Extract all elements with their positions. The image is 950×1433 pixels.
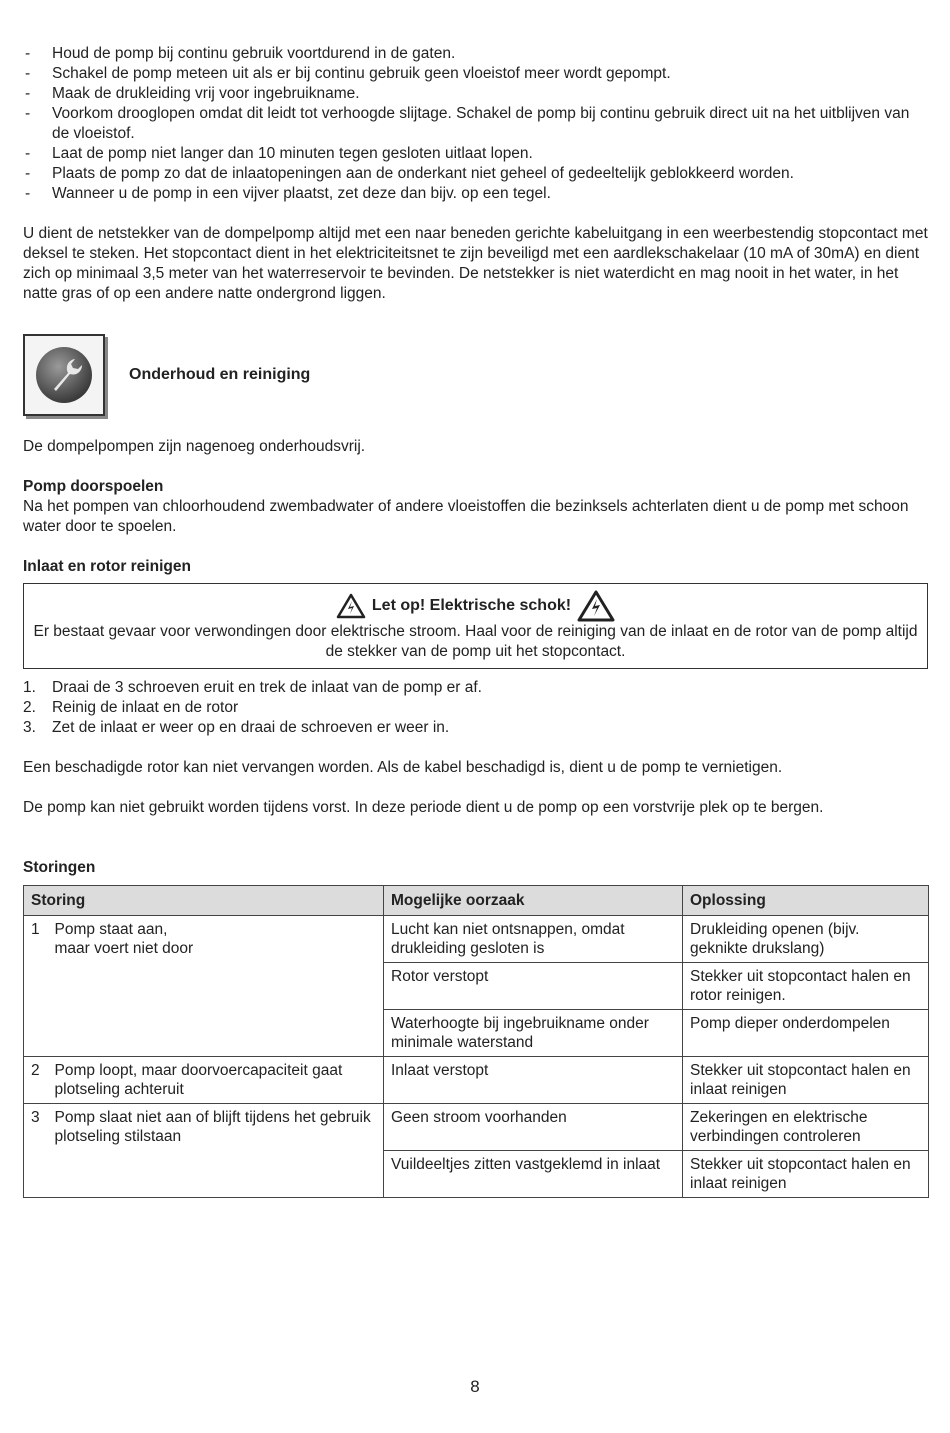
maintenance-intro: De dompelpompen zijn nagenoeg onderhoudsvrij. — [23, 438, 366, 455]
list-item: - Plaats de pomp zo dat de inlaatopeningen aan de onderkant niet geheel of gedeeltelijk geblokkeerd worden. — [25, 165, 794, 182]
safety-bullet-list — [23, 44, 928, 204]
warning-text: Er bestaat gevaar voor verwondingen door elektrische stroom. Haal voor de reiniging van de inlaat en de rotor van de pomp altijd de stekker van de pomp uit het stopcontact. — [33, 623, 918, 660]
list-item: - Houd de pomp bij continu gebruik voortdurend in de gaten. — [25, 45, 456, 62]
page-content — [23, 44, 928, 1198]
fault-solution: Stekker uit stopcontact halen en inlaat reinigen — [683, 1151, 929, 1198]
electric-hazard-icon — [336, 593, 366, 619]
list-item: 1. Draai de 3 schroeven eruit en trek de inlaat van de pomp er af. — [23, 679, 482, 696]
warning-heading — [32, 590, 919, 622]
electric-hazard-icon — [577, 590, 615, 622]
page-number: 8 — [470, 1377, 480, 1396]
table-header-row — [24, 886, 929, 916]
list-item: 3. Zet de inlaat er weer op en draai de schroeven er weer in. — [23, 719, 450, 736]
fault-cause: Inlaat verstopt — [384, 1057, 683, 1104]
faults-table — [23, 885, 929, 1198]
frost-note: De pomp kan niet gebruikt worden tijdens vorst. In deze periode dient u de pomp op een vorstvrije plek op te bergen. — [23, 799, 824, 816]
list-item: 2. Reinig de inlaat en de rotor — [23, 699, 239, 716]
fault-solution: Stekker uit stopcontact halen en inlaat reinigen — [683, 1057, 929, 1104]
fault-symptom: Pomp slaat niet aan of blijft tijdens het gebruik plotseling stilstaan — [48, 1104, 384, 1198]
list-item: - Wanneer u de pomp in een vijver plaatst, zet deze dan bijv. op een tegel. — [25, 185, 551, 202]
flush-title: Pomp doorspoelen — [23, 478, 164, 495]
list-item: - Maak de drukleiding vrij voor ingebruikname. — [25, 85, 360, 102]
fault-cause: Waterhoogte bij ingebruikname onder minimale waterstand — [384, 1010, 683, 1057]
fault-cause: Lucht kan niet ontsnappen, omdat drukleiding gesloten is — [384, 916, 683, 963]
fault-cause: Vuildeeltjes zitten vastgeklemd in inlaat — [384, 1151, 683, 1198]
power-paragraph: U dient de netstekker van de dompelpomp altijd met een naar beneden gerichte kabeluitgang in een weerbestendig stopcontact met deksel te steken. Het stopcontact dient in het elektriciteitsnet te zijn beveiligd met een aardlekschakelaar (10 mA of 30mA) en dient zich op minimaal 3,5 meter van het waterreservoir te bevinden. De netstekker is niet waterdicht en mag nooit in het water, in het natte gras of op een andere natte ondergrond liggen. — [23, 225, 928, 302]
column-header: Storing — [24, 886, 384, 916]
flush-text: Na het pompen van chloorhoudend zwembadwater of andere vloeistoffen die bezinksels achterlaten dient u de pomp met schoon water door te spoelen. — [23, 498, 909, 535]
list-item: - Voorkom drooglopen omdat dit leidt tot verhoogde slijtage. Schakel de pomp bij continu gebruik direct uit na het uitblijven van de vloeistof. — [25, 105, 910, 142]
clean-title: Inlaat en rotor reinigen — [23, 558, 191, 575]
fault-symptom: Pomp loopt, maar doorvoercapaciteit gaat plotseling achteruit — [48, 1057, 384, 1104]
table-row — [24, 916, 929, 963]
maintenance-heading — [23, 334, 928, 416]
column-header: Mogelijke oorzaak — [384, 886, 683, 916]
cleaning-steps — [23, 678, 928, 738]
rotor-note: Een beschadigde rotor kan niet vervangen worden. Als de kabel beschadigd is, dient u de pomp te vernietigen. — [23, 759, 783, 776]
fault-solution: Zekeringen en elektrische verbindingen controleren — [683, 1104, 929, 1151]
warning-box — [23, 583, 928, 669]
fault-number: 1 — [24, 916, 48, 1057]
list-item: - Schakel de pomp meteen uit als er bij continu gebruik geen vloeistof meer wordt gepompt. — [25, 65, 671, 82]
list-item: - Laat de pomp niet langer dan 10 minuten tegen gesloten uitlaat lopen. — [25, 145, 533, 162]
fault-cause: Geen stroom voorhanden — [384, 1104, 683, 1151]
fault-solution: Drukleiding openen (bijv. geknikte drukslang) — [683, 916, 929, 963]
fault-cause: Rotor verstopt — [384, 963, 683, 1010]
section-title: Onderhoud en reiniging — [129, 366, 311, 383]
wrench-icon — [23, 334, 105, 416]
fault-solution: Pomp dieper onderdompelen — [683, 1010, 929, 1057]
column-header: Oplossing — [683, 886, 929, 916]
fault-solution: Stekker uit stopcontact halen en rotor reinigen. — [683, 963, 929, 1010]
faults-title: Storingen — [23, 859, 96, 876]
fault-number: 3 — [24, 1104, 48, 1198]
warning-title: Let op! Elektrische schok! — [371, 597, 572, 614]
fault-number: 2 — [24, 1057, 48, 1104]
table-row — [24, 1104, 929, 1151]
table-row — [24, 1057, 929, 1104]
fault-symptom: Pomp staat aan, maar voert niet door — [48, 916, 384, 1057]
